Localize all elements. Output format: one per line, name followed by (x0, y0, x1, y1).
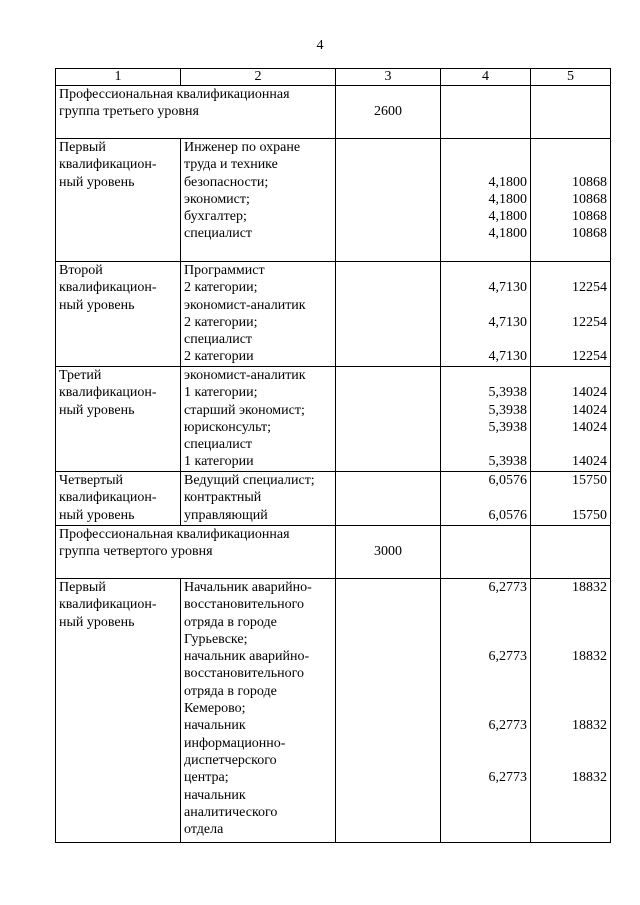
group-row (56, 86, 611, 139)
position-list: экономист-аналитик 1 категории; старший экономист; юрисконсульт; специалист 1 категории (181, 367, 336, 472)
group-title: Профессиональная квалификационная группа четвертого уровня (56, 526, 336, 579)
group-value: 3000 (336, 526, 441, 579)
group-title: Профессиональная квалификационная группа третьего уровня (56, 86, 336, 139)
col3-cell (336, 367, 441, 472)
page-number: 4 (316, 38, 324, 53)
table-header-row (56, 69, 611, 86)
table-row (56, 472, 611, 526)
coefficient-cell: 6,0576 6,0576 (441, 472, 531, 526)
group-row (56, 526, 611, 579)
qualification-level: Первый квалификацион- ный уровень (56, 579, 181, 843)
position-list: Начальник аварийно- восстановительного отряда в городе Гурьевске; начальник аварийно- восстановительного отряда в городе Кемерово; начальник информационно- диспетчерского центра; начальник аналитического отдела (181, 579, 336, 843)
header-cell: 4 (441, 69, 531, 86)
group-salary-cell (531, 526, 611, 579)
header-cell: 1 (56, 69, 181, 86)
col3-cell (336, 139, 441, 262)
table-row (56, 139, 611, 262)
col3-cell (336, 262, 441, 367)
position-list: Инженер по охране труда и технике безопасности; экономист; бухгалтер; специалист (181, 139, 336, 262)
group-value: 2600 (336, 86, 441, 139)
salary-cell: 14024 14024 14024 14024 (531, 367, 611, 472)
coefficient-cell: 4,1800 4,1800 4,1800 4,1800 (441, 139, 531, 262)
table-row (56, 579, 611, 843)
table-row (56, 262, 611, 367)
qualification-table (55, 68, 611, 843)
qualification-level: Третий квалификацион- ный уровень (56, 367, 181, 472)
qualification-level: Первый квалификацион- ный уровень (56, 139, 181, 262)
header-cell: 5 (531, 69, 611, 86)
col3-cell (336, 472, 441, 526)
salary-cell: 18832 18832 18832 18832 (531, 579, 611, 843)
coefficient-cell: 6,2773 6,2773 6,2773 6,2773 (441, 579, 531, 843)
salary-cell: 15750 15750 (531, 472, 611, 526)
position-list: Ведущий специалист; контрактный управляющий (181, 472, 336, 526)
group-salary-cell (531, 86, 611, 139)
group-coef-cell (441, 86, 531, 139)
header-cell: 3 (336, 69, 441, 86)
salary-cell: 12254 12254 12254 (531, 262, 611, 367)
header-cell: 2 (181, 69, 336, 86)
salary-cell: 10868 10868 10868 10868 (531, 139, 611, 262)
position-list: Программист 2 категории; экономист-аналитик 2 категории; специалист 2 категории (181, 262, 336, 367)
qualification-level: Второй квалификацион- ный уровень (56, 262, 181, 367)
col3-cell (336, 579, 441, 843)
coefficient-cell: 4,7130 4,7130 4,7130 (441, 262, 531, 367)
table-row (56, 367, 611, 472)
qualification-level: Четвертый квалификацион- ный уровень (56, 472, 181, 526)
coefficient-cell: 5,3938 5,3938 5,3938 5,3938 (441, 367, 531, 472)
group-coef-cell (441, 526, 531, 579)
